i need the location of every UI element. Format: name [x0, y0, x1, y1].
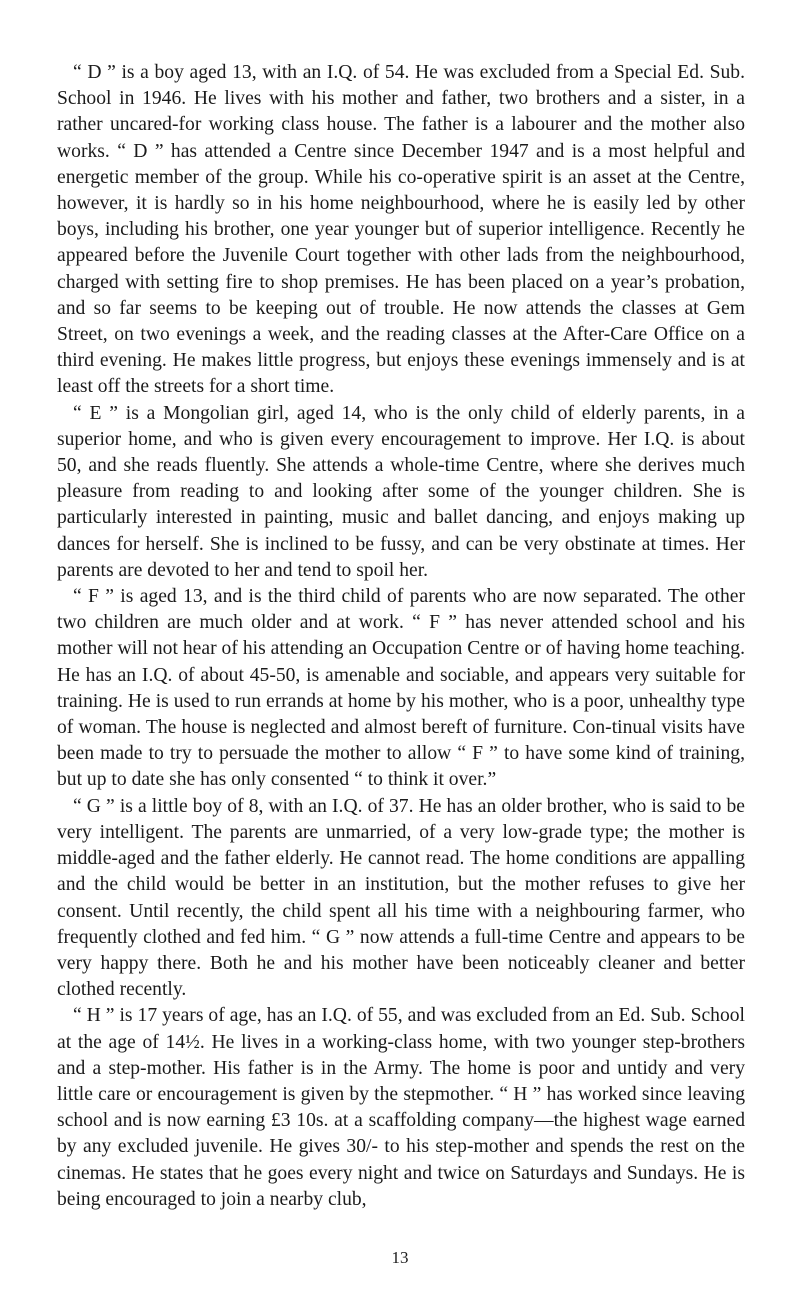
paragraph-g: “ G ” is a little boy of 8, with an I.Q. of 37. He has an older brother, who is said to be very intelligent. The parents are unmarried, of a very low-grade type; the mother is middle-aged and the father elderly. He cannot read. The home conditions are appalling and the child would be better in an institution, but the mother refuses to give her consent. Until recently, the child spent all his time with a neighbouring farmer, who frequently clothed and fed him. “ G ” now attends a full-time Centre and appears to be very happy there. Both he and his mother have been noticeably cleaner and better clothed recently. — [57, 795, 745, 1001]
paragraph-h: “ H ” is 17 years of age, has an I.Q. of 55, and was excluded from an Ed. Sub. School at the age of 14½. He lives in a working-class home, with two younger step-brothers and a step-mother. His father is in the Army. The home is poor and untidy and very little care or encouragement is given by the stepmother. “ H ” has worked since leaving school and is now earning £3 10s. at a scaffolding company—the highest wage earned by any excluded juvenile. He gives 30/- to his step-mother and spends the rest on the cinemas. He states that he goes every night and twice on Saturdays and Sundays. He is being encouraged to join a nearby club, — [57, 1005, 745, 1210]
paragraph-f: “ F ” is aged 13, and is the third child of parents who are now separated. The other two children are much older and at work. “ F ” has never attended school and his mother will not hear of his attending an Occupation Centre or of having home teaching. He has an I.Q. of about 45-50, is amenable and sociable, and appears very suitable for training. He is used to run errands at home by his mother, who is a poor, unhealthy type of woman. The house is neglected and almost bereft of furniture. Con-tinual visits have been made to try to persuade the mother to allow “ F ” to have some kind of training, but up to date she has only consented “ to think it over.” — [57, 586, 745, 791]
paragraph-d: “ D ” is a boy aged 13, with an I.Q. of 54. He was excluded from a Special Ed. Sub. School in 1946. He lives with his mother and father, two brothers and a sister, in a rather uncared-for working class house. The father is a labourer and the mother also works. “ D ” has attended a Centre since December 1947 and is a most helpful and energetic member of the group. While his co-operative spirit is an asset at the Centre, however, it is hardly so in his home neighbourhood, where he is easily led by other boys, including his brother, one year younger but of superior intelligence. Recently he appeared before the Juvenile Court together with other lads from the neighbourhood, charged with setting fire to shop premises. He has been placed on a year’s probation, and so far seems to be keeping out of trouble. He now attends the classes at Gem Street, on two evenings a week, and the reading classes at the After-Care Office on a third evening. He makes little progress, but enjoys these evenings immensely and is at least off the streets for a short time. — [57, 62, 745, 398]
document-page — [57, 60, 745, 1213]
page-number: 13 — [391, 1248, 409, 1267]
paragraph-e: “ E ” is a Mongolian girl, aged 14, who is the only child of elderly parents, in a superior home, and who is given every encouragement to improve. Her I.Q. is about 50, and she reads fluently. She attends a whole-time Centre, where she derives much pleasure from reading to and looking after some of the younger children. She is particularly interested in painting, music and ballet dancing, and enjoys making up dances for herself. She is inclined to be fussy, and can be very obstinate at times. Her parents are devoted to her and tend to spoil her. — [57, 402, 745, 581]
